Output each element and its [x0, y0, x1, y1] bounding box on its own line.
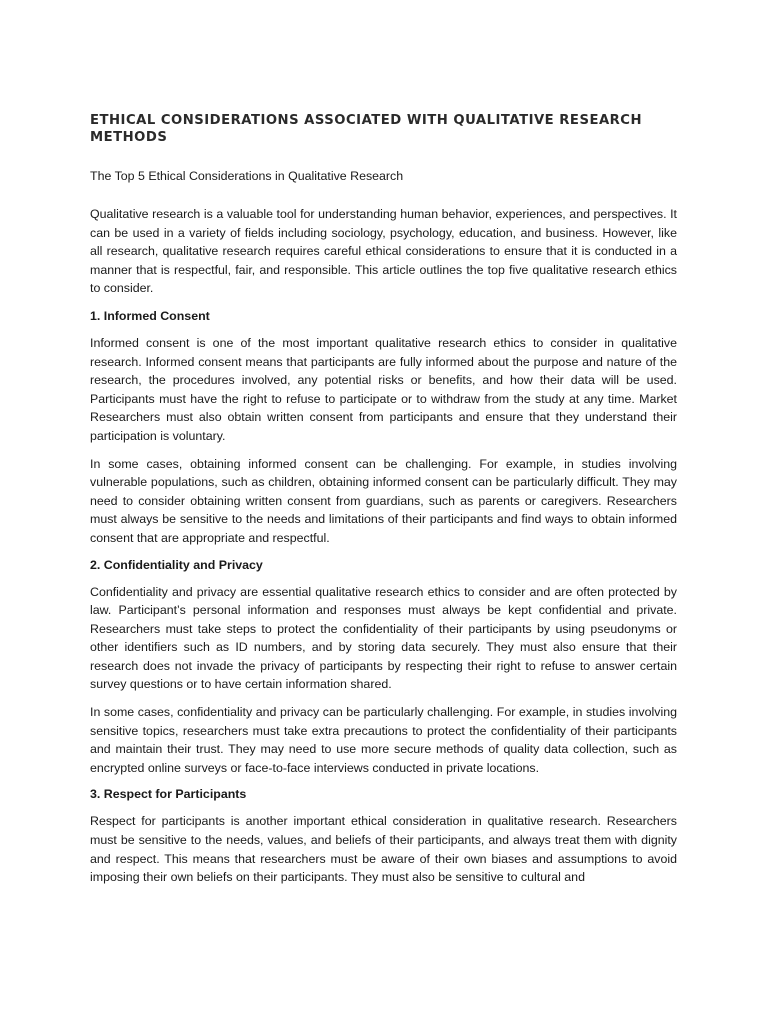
section-paragraph: In some cases, obtaining informed consent can be challenging. For example, in studies involving vulnerable populations, such as children, obtaining informed consent can be particularly difficult. They may need to consider obtaining written consent from guardians, such as parents or caregivers. Researchers must always be sensitive to the needs and limitations of their participants and find ways to obtain informed consent that are appropriate and respectful. — [90, 456, 677, 545]
section-paragraph: In some cases, confidentiality and privacy can be particularly challenging. For example, in studies involving sensitive topics, researchers must take extra precautions to protect the confidentiality of their participants and maintain their trust. They may need to use more secure methods of quality data collection, such as encrypted online surveys or face-to-face interviews conducted in private locations. — [90, 705, 677, 775]
section-confidentiality-privacy — [90, 557, 677, 778]
document-subtitle: The Top 5 Ethical Considerations in Qualitative Research — [90, 169, 404, 183]
section-heading: 2. Confidentiality and Privacy — [90, 557, 263, 572]
section-informed-consent — [90, 308, 677, 548]
intro-paragraph: Qualitative research is a valuable tool for understanding human behavior, experiences, and perspectives. It can be used in a variety of fields including sociology, psychology, education, and business. However, like all research, qualitative research requires careful ethical considerations to ensure that it is conducted in a manner that is respectful, fair, and responsible. This article outlines the top five qualitative research ethics to consider. — [90, 207, 677, 296]
section-heading: 1. Informed Consent — [90, 308, 210, 323]
section-paragraph: Informed consent is one of the most important qualitative research ethics to consider in qualitative research. Informed consent means that participants are fully informed about the purpose and nature of the research, the procedures involved, any potential risks or benefits, and how their data will be used. Participants must have the right to refuse to participate or to withdraw from the study at any time. Market Researchers must also obtain written consent from participants and ensure that they understand their participation is voluntary. — [90, 335, 677, 443]
section-heading: 3. Respect for Participants — [90, 787, 247, 802]
section-paragraph: Confidentiality and privacy are essential qualitative research ethics to consider and are often protected by law. Participant’s personal information and responses must always be kept confidential and private. Researchers must take steps to protect the confidentiality of their participants by using pseudonyms or other identifiers such as ID numbers, and by storing data securely. They must also ensure that their research does not invade the privacy of participants by respecting their right to refuse to answer certain survey questions or to have certain information shared. — [90, 584, 677, 692]
document-content — [90, 112, 677, 896]
section-paragraph: Respect for participants is another important ethical consideration in qualitative research. Researchers must be sensitive to the needs, values, and beliefs of their participants, and always treat them with dignity and respect. This means that researchers must be aware of their own biases and assumptions to avoid imposing their own beliefs on their participants. They must also be sensitive to cultural and — [90, 814, 677, 885]
document-title: ETHICAL CONSIDERATIONS ASSOCIATED WITH QUALITATIVE RESEARCH METHODS — [90, 113, 643, 145]
section-respect-participants — [90, 786, 677, 886]
